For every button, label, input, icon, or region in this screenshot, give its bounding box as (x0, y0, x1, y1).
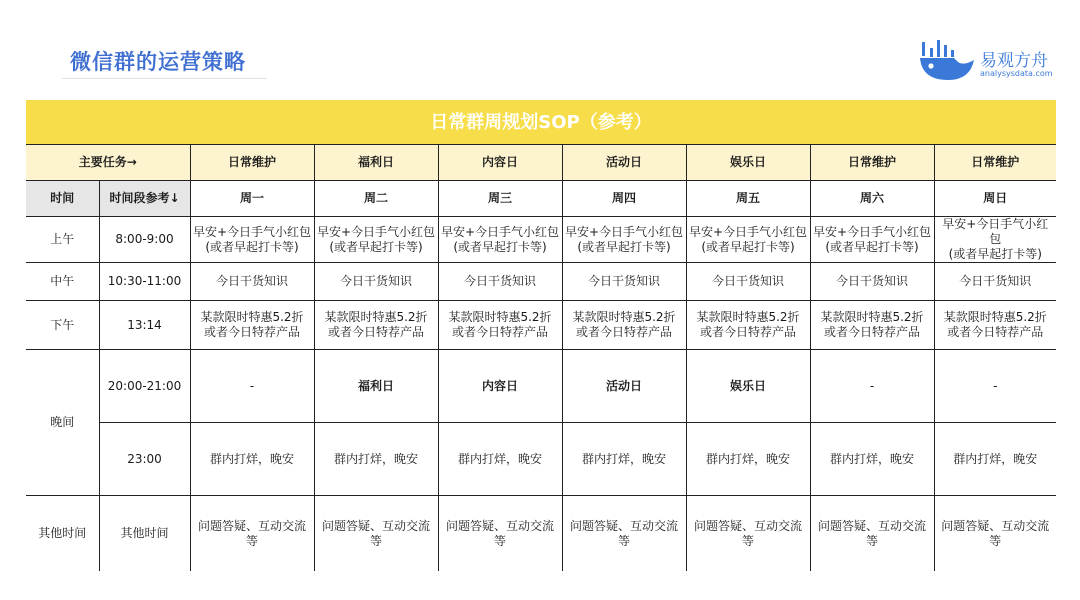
plan-cell: 某款限时特惠5.2折 或者今日特荐产品 (190, 301, 314, 350)
task-cell: 活动日 (562, 145, 686, 181)
day-header: 周三 (438, 181, 562, 217)
plan-cell: 早安+今日手气小红包 (或者早起打卡等) (810, 217, 934, 263)
task-cell: 福利日 (314, 145, 438, 181)
period-cell: 10:30-11:00 (99, 263, 190, 301)
whale-logo-icon (918, 36, 976, 84)
plan-cell: 某款限时特惠5.2折 或者今日特荐产品 (686, 301, 810, 350)
time-cell: 晚间 (26, 350, 99, 496)
period-header: 时间段参考↓ (99, 181, 190, 217)
plan-cell: 今日干货知识 (810, 263, 934, 301)
task-cell: 日常维护 (934, 145, 1056, 181)
plan-cell: 今日干货知识 (562, 263, 686, 301)
task-label: 主要任务→ (26, 145, 190, 181)
task-cell: 内容日 (438, 145, 562, 181)
day-header: 周日 (934, 181, 1056, 217)
task-cell: 娱乐日 (686, 145, 810, 181)
plan-cell: 今日干货知识 (190, 263, 314, 301)
plan-cell: 群内打烊，晚安 (190, 423, 314, 496)
plan-cell: - (810, 350, 934, 423)
time-cell: 下午 (26, 301, 99, 350)
task-cell: 日常维护 (810, 145, 934, 181)
plan-cell: 群内打烊，晚安 (810, 423, 934, 496)
logo-url: analysysdata.com (980, 69, 1053, 78)
table-row (26, 350, 1056, 423)
plan-cell: 某款限时特惠5.2折 或者今日特荐产品 (934, 301, 1056, 350)
plan-cell: 问题答疑、互动交流等 (562, 496, 686, 572)
plan-cell: - (934, 350, 1056, 423)
plan-cell: 内容日 (438, 350, 562, 423)
day-header: 周二 (314, 181, 438, 217)
period-cell: 23:00 (99, 423, 190, 496)
period-cell: 其他时间 (99, 496, 190, 572)
plan-cell: 福利日 (314, 350, 438, 423)
time-cell: 其他时间 (26, 496, 99, 572)
plan-cell: 某款限时特惠5.2折 或者今日特荐产品 (562, 301, 686, 350)
plan-cell: 早安+今日手气小红包 (或者早起打卡等) (686, 217, 810, 263)
plan-cell: 活动日 (562, 350, 686, 423)
plan-cell: 某款限时特惠5.2折 或者今日特荐产品 (314, 301, 438, 350)
plan-cell: 早安+今日手气小红包 (或者早起打卡等) (190, 217, 314, 263)
plan-cell: 群内打烊，晚安 (562, 423, 686, 496)
plan-cell: 群内打烊，晚安 (934, 423, 1056, 496)
period-cell: 8:00-9:00 (99, 217, 190, 263)
plan-cell: 早安+今日手气小红包 (或者早起打卡等) (934, 217, 1056, 263)
plan-cell: 问题答疑、互动交流等 (934, 496, 1056, 572)
sop-table (26, 100, 1056, 571)
plan-cell: 群内打烊，晚安 (314, 423, 438, 496)
plan-cell: 问题答疑、互动交流等 (810, 496, 934, 572)
logo-text: 易观方舟 (980, 51, 1048, 71)
day-header: 周五 (686, 181, 810, 217)
time-header: 时间 (26, 181, 99, 217)
title-underline (62, 78, 267, 79)
plan-cell: 今日干货知识 (686, 263, 810, 301)
plan-cell: - (190, 350, 314, 423)
plan-cell: 问题答疑、互动交流等 (190, 496, 314, 572)
logo (918, 36, 1068, 86)
period-cell: 13:14 (99, 301, 190, 350)
plan-cell: 今日干货知识 (934, 263, 1056, 301)
time-cell: 中午 (26, 263, 99, 301)
day-header: 周六 (810, 181, 934, 217)
table-title: 日常群周规划SOP（参考） (26, 100, 1056, 145)
plan-cell: 群内打烊，晚安 (438, 423, 562, 496)
day-header: 周一 (190, 181, 314, 217)
plan-cell: 问题答疑、互动交流等 (438, 496, 562, 572)
day-header: 周四 (562, 181, 686, 217)
plan-cell: 问题答疑、互动交流等 (686, 496, 810, 572)
table-row (26, 496, 1056, 572)
plan-cell: 某款限时特惠5.2折 或者今日特荐产品 (438, 301, 562, 350)
plan-cell: 早安+今日手气小红包 (或者早起打卡等) (562, 217, 686, 263)
time-cell: 上午 (26, 217, 99, 263)
plan-cell: 问题答疑、互动交流等 (314, 496, 438, 572)
plan-cell: 早安+今日手气小红包 (或者早起打卡等) (314, 217, 438, 263)
task-cell: 日常维护 (190, 145, 314, 181)
plan-cell: 今日干货知识 (314, 263, 438, 301)
table-row (26, 423, 1056, 496)
plan-cell: 某款限时特惠5.2折 或者今日特荐产品 (810, 301, 934, 350)
plan-cell: 早安+今日手气小红包 (或者早起打卡等) (438, 217, 562, 263)
plan-cell: 今日干货知识 (438, 263, 562, 301)
table-row (26, 301, 1056, 350)
plan-cell: 群内打烊，晚安 (686, 423, 810, 496)
period-cell: 20:00-21:00 (99, 350, 190, 423)
page-title: 微信群的运营策略 (70, 50, 246, 74)
table-row (26, 217, 1056, 263)
plan-cell: 娱乐日 (686, 350, 810, 423)
table-row (26, 263, 1056, 301)
